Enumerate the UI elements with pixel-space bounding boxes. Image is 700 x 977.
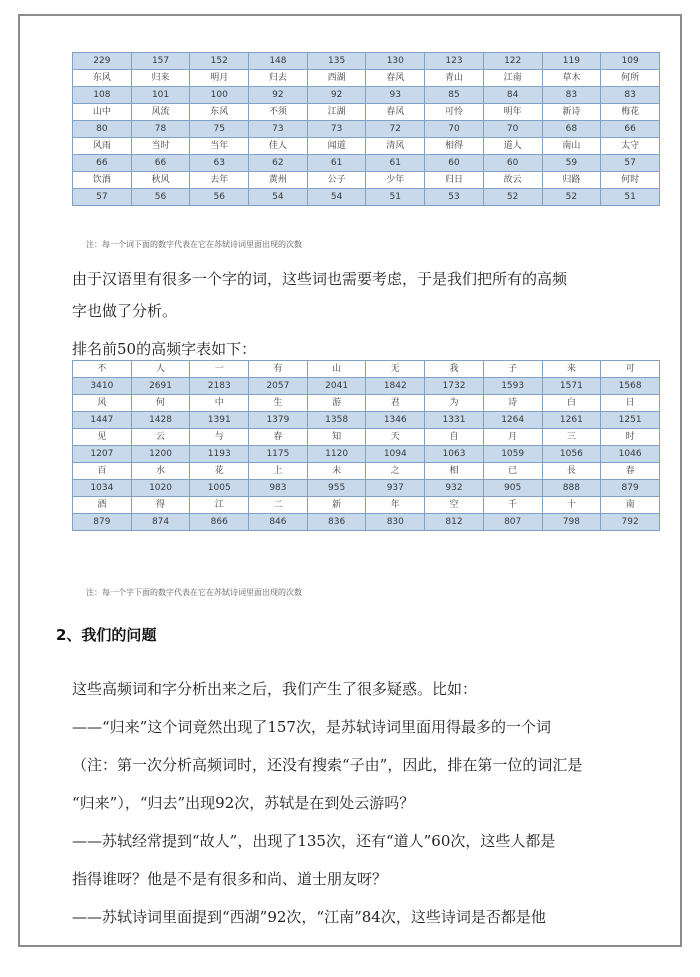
table-cell: 道人 [483, 138, 542, 155]
table-cell: 2183 [190, 378, 249, 395]
table-cell: 月 [483, 429, 542, 446]
table-cell: 东风 [190, 104, 249, 121]
table-cell: 229 [73, 53, 132, 70]
table-cell: 自 [425, 429, 484, 446]
table-cell: 84 [483, 87, 542, 104]
table-cell: 之 [366, 463, 425, 480]
table-cell: 相得 [425, 138, 484, 155]
table-cell: 何时 [601, 172, 660, 189]
table-cell: 122 [483, 53, 542, 70]
paragraph-line: ——苏轼经常提到“故人”，出现了135次，还有“道人”60次，这些人都是 [72, 832, 556, 850]
table-cell: 846 [249, 514, 308, 531]
table-cell: 879 [601, 480, 660, 497]
table-cell: 1200 [131, 446, 190, 463]
table-cell: 春风 [366, 70, 425, 87]
table-cell: 饮酒 [73, 172, 132, 189]
table-cell: 108 [73, 87, 132, 104]
table-cell: 56 [190, 189, 249, 206]
table-row [73, 155, 660, 172]
table-cell: 73 [307, 121, 366, 138]
table-cell: 中 [190, 395, 249, 412]
table-cell: 1346 [366, 412, 425, 429]
table-cell: 可 [601, 361, 660, 378]
table2-footnote: 注：每一个字下面的数字代表在它在苏轼诗词里面出现的次数 [86, 588, 302, 597]
table-row [73, 121, 660, 138]
table-cell: 明年 [483, 104, 542, 121]
table-cell: 80 [73, 121, 132, 138]
table-cell: 草木 [542, 70, 601, 87]
table-cell: 905 [483, 480, 542, 497]
table-cell: 56 [131, 189, 190, 206]
table-cell: 1005 [190, 480, 249, 497]
table-cell: 山 [307, 361, 366, 378]
paragraph-line: ——“归来”这个词竟然出现了157次，是苏轼诗词里面用得最多的一个词 [72, 718, 551, 736]
table-cell: 我 [425, 361, 484, 378]
table-cell: 南 [601, 497, 660, 514]
table-cell: 54 [307, 189, 366, 206]
table-row [73, 138, 660, 155]
high-frequency-words-table [72, 52, 660, 206]
table-cell: 已 [483, 463, 542, 480]
table-cell: 二 [249, 497, 308, 514]
table-cell: 云 [131, 429, 190, 446]
table-cell: 酒 [73, 497, 132, 514]
table-cell: 1175 [249, 446, 308, 463]
table-cell: 天 [366, 429, 425, 446]
table-cell: 山中 [73, 104, 132, 121]
table-row [73, 189, 660, 206]
table-cell: 风雨 [73, 138, 132, 155]
table-cell: 年 [366, 497, 425, 514]
table-cell: 53 [425, 189, 484, 206]
table-cell: 去年 [190, 172, 249, 189]
table-cell: 1568 [601, 378, 660, 395]
table-cell: 诗 [483, 395, 542, 412]
table-row [73, 87, 660, 104]
table-cell: 54 [249, 189, 308, 206]
table-cell: 66 [601, 121, 660, 138]
table-cell: 三 [542, 429, 601, 446]
table-cell: 归去 [249, 70, 308, 87]
table-cell: 梅花 [601, 104, 660, 121]
table-cell: 当时 [131, 138, 190, 155]
high-frequency-chars-table [72, 360, 660, 531]
table-cell: 長 [542, 463, 601, 480]
table-cell: 792 [601, 514, 660, 531]
table-cell: 千 [483, 497, 542, 514]
table-cell: 879 [73, 514, 132, 531]
table-cell: 1358 [307, 412, 366, 429]
paragraph-line: 指得谁呀？他是不是有很多和尚、道士朋友呀？ [72, 870, 388, 888]
table-row [73, 463, 660, 480]
table-cell: 花 [190, 463, 249, 480]
table-cell: 公子 [307, 172, 366, 189]
table-cell: 83 [601, 87, 660, 104]
table-cell: 983 [249, 480, 308, 497]
table-cell: 江湖 [307, 104, 366, 121]
table-cell: 1391 [190, 412, 249, 429]
paragraph-line: 这些高频词和字分析出来之后，我们产生了很多疑惑。比如： [72, 680, 478, 698]
table-cell: 1593 [483, 378, 542, 395]
table-cell: 62 [249, 155, 308, 172]
paragraph-line: “归来”），“归去”出现92次，苏轼是在到处云游吗？ [72, 794, 415, 812]
table-cell: 66 [131, 155, 190, 172]
table-cell: 3410 [73, 378, 132, 395]
table-cell: 63 [190, 155, 249, 172]
table-cell: 少年 [366, 172, 425, 189]
table-cell: 932 [425, 480, 484, 497]
table-cell: 白 [542, 395, 601, 412]
table-cell: 866 [190, 514, 249, 531]
paragraph-line: ——苏轼诗词里面提到“西湖”92次，“江南”84次，这些诗词是否都是他 [72, 908, 546, 926]
table-cell: 2691 [131, 378, 190, 395]
table-cell: 人 [131, 361, 190, 378]
table1-footnote: 注：每一个词下面的数字代表在它在苏轼诗词里面出现的次数 [86, 240, 302, 249]
table-cell: 见 [73, 429, 132, 446]
table-cell: 60 [425, 155, 484, 172]
table-cell: 故云 [483, 172, 542, 189]
table-cell: 2041 [307, 378, 366, 395]
table-row [73, 172, 660, 189]
table-cell: 春风 [366, 104, 425, 121]
table-cell: 未 [307, 463, 366, 480]
table-cell: 135 [307, 53, 366, 70]
table-row [73, 53, 660, 70]
table-cell: 1193 [190, 446, 249, 463]
table-cell: 不 [73, 361, 132, 378]
table-cell: 新诗 [542, 104, 601, 121]
table-cell: 152 [190, 53, 249, 70]
table-cell: 148 [249, 53, 308, 70]
table-cell: 836 [307, 514, 366, 531]
table-row [73, 361, 660, 378]
table-cell: 水 [131, 463, 190, 480]
table-cell: 何 [131, 395, 190, 412]
table-cell: 江 [190, 497, 249, 514]
table-cell: 当年 [190, 138, 249, 155]
table-cell: 子 [483, 361, 542, 378]
table-cell: 闻道 [307, 138, 366, 155]
table-cell: 1571 [542, 378, 601, 395]
table-cell: 风 [73, 395, 132, 412]
table-cell: 1059 [483, 446, 542, 463]
table-cell: 1264 [483, 412, 542, 429]
table-cell: 1379 [249, 412, 308, 429]
table-cell: 为 [425, 395, 484, 412]
paragraph-line: 由于汉语里有很多一个字的词，这些词也需要考虑，于是我们把所有的高频 [72, 270, 568, 288]
table-cell: 75 [190, 121, 249, 138]
table-cell: 70 [483, 121, 542, 138]
table-cell: 2057 [249, 378, 308, 395]
table-row [73, 395, 660, 412]
table-cell: 101 [131, 87, 190, 104]
table-cell: 1046 [601, 446, 660, 463]
table-cell: 空 [425, 497, 484, 514]
table-cell: 1094 [366, 446, 425, 463]
table-cell: 123 [425, 53, 484, 70]
paragraph-line: 字也做了分析。 [72, 302, 178, 320]
table-row [73, 446, 660, 463]
table-cell: 798 [542, 514, 601, 531]
table-row [73, 378, 660, 395]
table-row [73, 497, 660, 514]
table-cell: 85 [425, 87, 484, 104]
table-cell: 可怜 [425, 104, 484, 121]
document-page [18, 14, 682, 947]
table-cell: 888 [542, 480, 601, 497]
table-cell: 812 [425, 514, 484, 531]
table-cell: 归日 [425, 172, 484, 189]
table-cell: 93 [366, 87, 425, 104]
table-row [73, 412, 660, 429]
table-cell: 君 [366, 395, 425, 412]
table-cell: 来 [542, 361, 601, 378]
table-cell: 新 [307, 497, 366, 514]
table-cell: 相 [425, 463, 484, 480]
table-cell: 黄州 [249, 172, 308, 189]
table-cell: 与 [190, 429, 249, 446]
table-cell: 游 [307, 395, 366, 412]
table-row [73, 104, 660, 121]
table-cell: 归路 [542, 172, 601, 189]
table-cell: 92 [249, 87, 308, 104]
table-cell: 1034 [73, 480, 132, 497]
table-cell: 何所 [601, 70, 660, 87]
table-cell: 1447 [73, 412, 132, 429]
table-cell: 1056 [542, 446, 601, 463]
table-cell: 秋风 [131, 172, 190, 189]
table-cell: 66 [73, 155, 132, 172]
table-cell: 61 [366, 155, 425, 172]
table-cell: 归来 [131, 70, 190, 87]
table-cell: 1842 [366, 378, 425, 395]
table-row [73, 70, 660, 87]
table-cell: 57 [601, 155, 660, 172]
table-cell: 1331 [425, 412, 484, 429]
paragraph-line: （注：第一次分析高频词时，还没有搜索“子由”，因此，排在第一位的词汇是 [72, 756, 583, 774]
table-cell: 109 [601, 53, 660, 70]
table-cell: 一 [190, 361, 249, 378]
table-row [73, 480, 660, 497]
table-cell: 52 [542, 189, 601, 206]
table-cell: 1251 [601, 412, 660, 429]
table-cell: 72 [366, 121, 425, 138]
table-cell: 157 [131, 53, 190, 70]
table-cell: 1020 [131, 480, 190, 497]
table-cell: 不须 [249, 104, 308, 121]
table-cell: 1207 [73, 446, 132, 463]
table-cell: 60 [483, 155, 542, 172]
table-cell: 太守 [601, 138, 660, 155]
table-cell: 59 [542, 155, 601, 172]
table-cell: 830 [366, 514, 425, 531]
table-row [73, 514, 660, 531]
table-cell: 有 [249, 361, 308, 378]
table-cell: 春 [601, 463, 660, 480]
table-cell: 明月 [190, 70, 249, 87]
table-cell: 1261 [542, 412, 601, 429]
table-cell: 十 [542, 497, 601, 514]
table-cell: 807 [483, 514, 542, 531]
table-cell: 1732 [425, 378, 484, 395]
table-cell: 日 [601, 395, 660, 412]
table-row [73, 429, 660, 446]
table-cell: 78 [131, 121, 190, 138]
table-cell: 春 [249, 429, 308, 446]
table-cell: 生 [249, 395, 308, 412]
table-cell: 风流 [131, 104, 190, 121]
table-cell: 佳人 [249, 138, 308, 155]
table-cell: 73 [249, 121, 308, 138]
table-cell: 得 [131, 497, 190, 514]
table-cell: 青山 [425, 70, 484, 87]
table-cell: 东风 [73, 70, 132, 87]
table-cell: 南山 [542, 138, 601, 155]
table-cell: 1063 [425, 446, 484, 463]
table-cell: 92 [307, 87, 366, 104]
table-cell: 68 [542, 121, 601, 138]
table-cell: 937 [366, 480, 425, 497]
table-cell: 清风 [366, 138, 425, 155]
table2-intro: 排名前50的高频字表如下： [72, 340, 257, 358]
table-cell: 70 [425, 121, 484, 138]
table-cell: 时 [601, 429, 660, 446]
table-cell: 61 [307, 155, 366, 172]
table-cell: 955 [307, 480, 366, 497]
table-cell: 1428 [131, 412, 190, 429]
table-cell: 上 [249, 463, 308, 480]
table-cell: 无 [366, 361, 425, 378]
table-cell: 874 [131, 514, 190, 531]
table-cell: 52 [483, 189, 542, 206]
table-cell: 西湖 [307, 70, 366, 87]
section-heading: 2、我们的问题 [56, 626, 157, 644]
table-cell: 100 [190, 87, 249, 104]
table-cell: 百 [73, 463, 132, 480]
table-cell: 119 [542, 53, 601, 70]
table-cell: 51 [601, 189, 660, 206]
table-cell: 57 [73, 189, 132, 206]
table-cell: 51 [366, 189, 425, 206]
table-cell: 130 [366, 53, 425, 70]
table-cell: 江南 [483, 70, 542, 87]
table-cell: 知 [307, 429, 366, 446]
table-cell: 1120 [307, 446, 366, 463]
table-cell: 83 [542, 87, 601, 104]
